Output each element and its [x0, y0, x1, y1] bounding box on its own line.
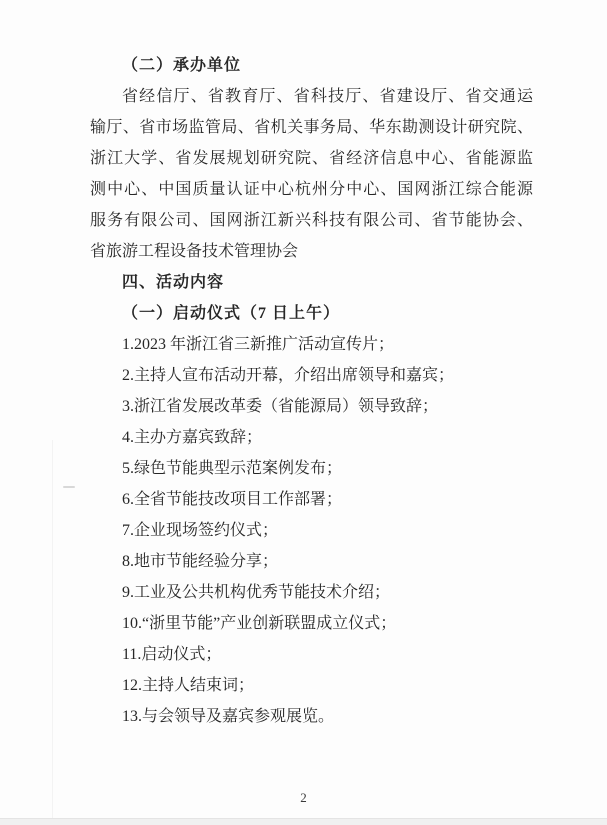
agenda-item: 7.企业现场签约仪式； — [122, 522, 279, 539]
agenda-item: 13.与会领导及嘉宾参观展览。 — [122, 708, 335, 725]
paragraph-line: 省经信厅、省教育厅、省科技厅、省建设厅、省交通运 — [122, 88, 533, 105]
agenda-item: 3.浙江省发展改革委（省能源局）领导致辞； — [122, 398, 439, 415]
agenda-item: 2.主持人宣布活动开幕，介绍出席领导和嘉宾； — [122, 367, 455, 384]
paragraph-line: 输厅、省市场监管局、省机关事务局、华东勘测设计研究院、 — [90, 119, 533, 136]
page-number: 2 — [300, 790, 307, 805]
subheading-undertaking-units: （二）承办单位 — [122, 57, 242, 74]
agenda-item: 10.“浙里节能”产业创新联盟成立仪式； — [122, 615, 397, 632]
agenda-item: 8.地市节能经验分享； — [122, 553, 279, 570]
scan-edge-shadow — [0, 818, 607, 825]
agenda-item: 6.全省节能技改项目工作部署； — [122, 491, 343, 508]
agenda-item: 1.2023 年浙江省三新推广活动宣传片； — [122, 336, 395, 353]
agenda-item: 9.工业及公共机构优秀节能技术介绍； — [122, 584, 391, 601]
paragraph-line: 服务有限公司、国网浙江新兴科技有限公司、省节能协会、 — [90, 212, 533, 229]
paragraph-line: 省旅游工程设备技术管理协会 — [90, 243, 299, 260]
scan-artifact-dash — [63, 486, 75, 488]
agenda-item: 5.绿色节能典型示范案例发布； — [122, 460, 343, 477]
agenda-list — [90, 329, 533, 732]
agenda-item: 4.主办方嘉宾致辞； — [122, 429, 263, 446]
scan-artifact-line — [52, 440, 53, 825]
paragraph-line: 浙江大学、省发展规划研究院、省经济信息中心、省能源监 — [90, 150, 533, 167]
heading-activity-content: 四、活动内容 — [122, 274, 225, 291]
agenda-item: 11.启动仪式； — [122, 646, 222, 663]
document-content — [90, 50, 533, 732]
agenda-item: 12.主持人结束词； — [122, 677, 255, 694]
paragraph-line: 测中心、中国质量认证中心杭州分中心、国网浙江综合能源 — [90, 181, 533, 198]
paragraph-undertaking-units — [90, 81, 533, 267]
subheading-launch-ceremony: （一）启动仪式（7 日上午） — [122, 305, 341, 322]
